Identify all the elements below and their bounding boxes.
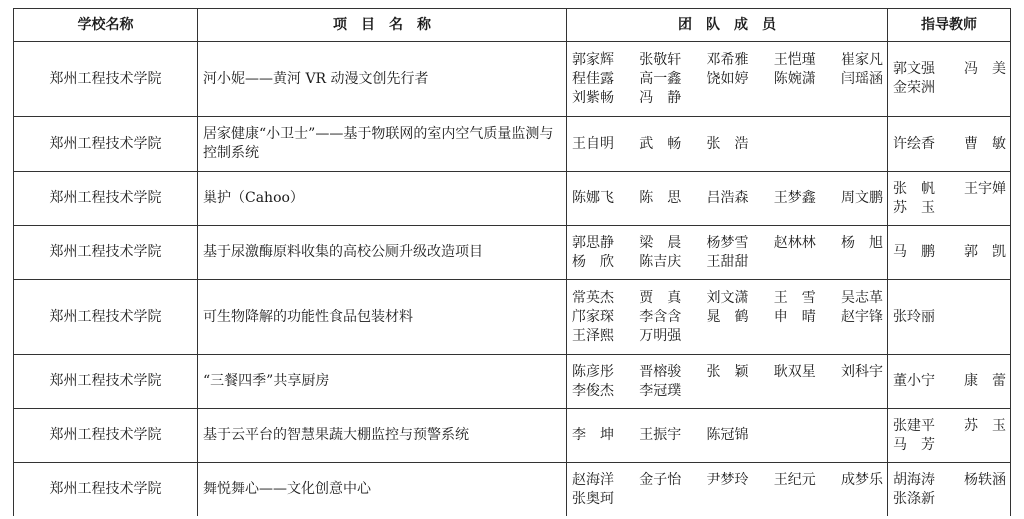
member-name: 王泽熙 (572, 327, 614, 344)
teacher-name: 董小宁 (893, 373, 935, 389)
member-name: 武 畅 (639, 135, 682, 152)
school-cell: 郑州工程技术学院 (14, 172, 198, 226)
member-name: 万明强 (639, 327, 682, 344)
empty-slot (841, 490, 883, 509)
school-cell: 郑州工程技术学院 (14, 409, 198, 463)
members-cell (567, 463, 888, 517)
member-name: 陈冠锦 (706, 427, 749, 443)
teacher-name: 胡海涛 (893, 471, 935, 488)
header-school: 学校名称 (14, 9, 198, 42)
member-name: 王振宇 (639, 427, 682, 443)
table-row (14, 172, 1011, 226)
member-name: 王 雪 (773, 289, 816, 306)
member-line (572, 308, 883, 327)
member-line (572, 382, 883, 401)
table-row (14, 463, 1011, 517)
empty-slot (707, 89, 749, 108)
empty-slot (841, 253, 883, 272)
teacher-name: 张建平 (893, 417, 935, 434)
teacher-line (893, 180, 1006, 199)
member-name: 王恺瑾 (773, 51, 816, 68)
member-name: 杨 旭 (841, 234, 883, 251)
teacher-line (893, 60, 1006, 79)
members-cell (567, 280, 888, 355)
member-line (572, 253, 883, 272)
member-name: 杨 欣 (572, 253, 614, 270)
teachers-cell (888, 409, 1011, 463)
table-row (14, 117, 1011, 172)
empty-slot (774, 135, 816, 154)
member-line (572, 327, 883, 346)
member-name: 郭家辉 (572, 51, 614, 68)
teacher-line (893, 308, 1006, 327)
member-name: 陈吉庆 (639, 253, 682, 270)
member-name: 王梦鑫 (773, 190, 816, 206)
member-line (572, 89, 883, 108)
teacher-line (893, 79, 1006, 98)
school-cell: 郑州工程技术学院 (14, 463, 198, 517)
empty-slot (964, 436, 1006, 455)
teacher-line (893, 372, 1006, 391)
empty-slot (964, 199, 1006, 218)
teacher-name: 曹 敏 (964, 135, 1006, 152)
member-name: 饶如婷 (706, 70, 749, 87)
member-line (572, 490, 883, 509)
member-line (572, 471, 883, 490)
member-name: 陈婉潇 (773, 70, 816, 87)
member-name: 高一鑫 (639, 70, 682, 87)
teachers-cell (888, 463, 1011, 517)
header-row (14, 9, 1011, 42)
member-name: 程佳露 (572, 70, 614, 87)
member-name: 赵宇锋 (841, 308, 883, 325)
member-name: 李冠璞 (639, 382, 682, 399)
teacher-name: 许绘香 (893, 135, 935, 152)
project-cell: 可生物降解的功能性食品包装材料 (198, 280, 567, 355)
table-row (14, 355, 1011, 409)
teacher-line (893, 471, 1006, 490)
member-name: 冯 静 (639, 89, 682, 106)
member-name: 张 颖 (706, 363, 749, 380)
member-name: 杨梦雪 (706, 234, 749, 251)
empty-slot (707, 382, 749, 401)
member-name: 张敬轩 (639, 51, 682, 68)
empty-slot (774, 490, 816, 509)
member-line (572, 189, 883, 208)
member-name: 邓希雅 (706, 51, 749, 68)
empty-slot (841, 135, 883, 154)
teacher-name: 张 帆 (893, 180, 935, 197)
empty-slot (964, 79, 1006, 98)
project-cell: “三餐四季”共享厨房 (198, 355, 567, 409)
member-name: 吴志革 (841, 289, 883, 306)
teacher-name: 苏 玉 (964, 417, 1006, 434)
award-table (13, 8, 1011, 516)
member-name: 郭思静 (572, 234, 614, 251)
member-name: 赵林林 (773, 234, 816, 251)
school-cell: 郑州工程技术学院 (14, 355, 198, 409)
empty-slot (774, 253, 816, 272)
teacher-name: 郭文强 (893, 61, 935, 77)
member-name: 王自明 (572, 135, 614, 152)
members-cell (567, 355, 888, 409)
member-name: 周文鹏 (841, 190, 883, 206)
header-project: 项 目 名 称 (198, 9, 567, 42)
member-name: 邝家琛 (572, 308, 614, 325)
member-name: 成梦乐 (841, 471, 883, 488)
member-name: 常英杰 (572, 289, 614, 306)
teacher-name: 张涤新 (893, 490, 935, 507)
member-name: 梁 晨 (639, 234, 682, 251)
member-line (572, 51, 883, 70)
teacher-name: 马 芳 (893, 436, 935, 453)
teachers-cell (888, 280, 1011, 355)
member-name: 王纪元 (773, 471, 816, 488)
teacher-name: 张玲丽 (893, 308, 935, 325)
school-cell: 郑州工程技术学院 (14, 117, 198, 172)
member-name: 崔家凡 (841, 51, 883, 68)
empty-slot (964, 490, 1006, 509)
teachers-cell (888, 117, 1011, 172)
project-cell: 居家健康“小卫士”——基于物联网的室内空气质量监测与控制系统 (198, 117, 567, 172)
teacher-name: 杨轶涵 (964, 471, 1006, 488)
teacher-name: 马 鹏 (893, 244, 935, 260)
teacher-line (893, 417, 1006, 436)
empty-slot (841, 327, 883, 346)
members-cell (567, 42, 888, 117)
project-cell: 基于云平台的智慧果蔬大棚监控与预警系统 (198, 409, 567, 463)
project-cell: 舞悦舞心——文化创意中心 (198, 463, 567, 517)
members-cell (567, 117, 888, 172)
teacher-line (893, 436, 1006, 455)
teacher-line (893, 243, 1006, 262)
empty-slot (841, 89, 883, 108)
header-teachers: 指导教师 (888, 9, 1011, 42)
member-name: 张奥珂 (572, 490, 614, 507)
members-cell (567, 172, 888, 226)
member-name: 陈娜飞 (572, 190, 614, 206)
empty-slot (639, 490, 681, 509)
member-line (572, 426, 883, 445)
teachers-cell (888, 172, 1011, 226)
teacher-line (893, 199, 1006, 218)
member-name: 赵海洋 (572, 471, 614, 488)
empty-slot (774, 89, 816, 108)
teacher-name: 金荣洲 (893, 80, 935, 96)
member-name: 李含含 (639, 308, 682, 325)
teachers-cell (888, 355, 1011, 409)
teacher-line (893, 135, 1006, 154)
member-name: 耿双星 (773, 363, 816, 380)
teacher-name: 郭 凯 (964, 244, 1006, 260)
member-line (572, 70, 883, 89)
member-name: 陈 思 (639, 190, 682, 206)
member-name: 李俊杰 (572, 382, 614, 399)
member-name: 晋榕骏 (639, 363, 682, 380)
member-name: 李 坤 (572, 427, 614, 443)
member-name: 刘科宇 (841, 363, 883, 380)
member-line (572, 289, 883, 308)
project-cell: 巢护（Cahoo） (198, 172, 567, 226)
empty-slot (774, 382, 816, 401)
teachers-cell (888, 226, 1011, 280)
header-members: 团 队 成 员 (567, 9, 888, 42)
empty-slot (774, 426, 816, 445)
teacher-name: 王宇婵 (964, 180, 1006, 197)
member-name: 吕浩森 (706, 190, 749, 206)
project-cell: 基于尿激酶原料收集的高校公厕升级改造项目 (198, 226, 567, 280)
member-name: 张 浩 (706, 135, 749, 152)
empty-slot (774, 327, 816, 346)
project-cell: 河小妮——黄河 VR 动漫文创先行者 (198, 42, 567, 117)
table-row (14, 409, 1011, 463)
school-cell: 郑州工程技术学院 (14, 42, 198, 117)
member-line (572, 234, 883, 253)
members-cell (567, 409, 888, 463)
member-name: 闫瑶涵 (841, 70, 883, 87)
member-name: 刘紫畅 (572, 89, 614, 106)
empty-slot (707, 327, 749, 346)
member-name: 金子怡 (639, 471, 682, 488)
school-cell: 郑州工程技术学院 (14, 226, 198, 280)
teacher-line (893, 490, 1006, 509)
teacher-name: 苏 玉 (893, 199, 935, 216)
table-row (14, 226, 1011, 280)
teacher-name: 康 蕾 (964, 373, 1006, 389)
member-name: 刘文潇 (706, 289, 749, 306)
empty-slot (841, 426, 883, 445)
members-cell (567, 226, 888, 280)
empty-slot (707, 490, 749, 509)
school-cell: 郑州工程技术学院 (14, 280, 198, 355)
teachers-cell (888, 42, 1011, 117)
member-name: 晁 鹤 (706, 308, 749, 325)
empty-slot (841, 382, 883, 401)
member-name: 尹梦玲 (706, 471, 749, 488)
teacher-name: 冯 美 (964, 61, 1006, 77)
table-row (14, 280, 1011, 355)
member-name: 申 晴 (773, 308, 816, 325)
member-line (572, 135, 883, 154)
member-name: 王甜甜 (706, 253, 749, 270)
table-row (14, 42, 1011, 117)
member-name: 贾 真 (639, 289, 682, 306)
member-line (572, 363, 883, 382)
member-name: 陈彦彤 (572, 363, 614, 380)
